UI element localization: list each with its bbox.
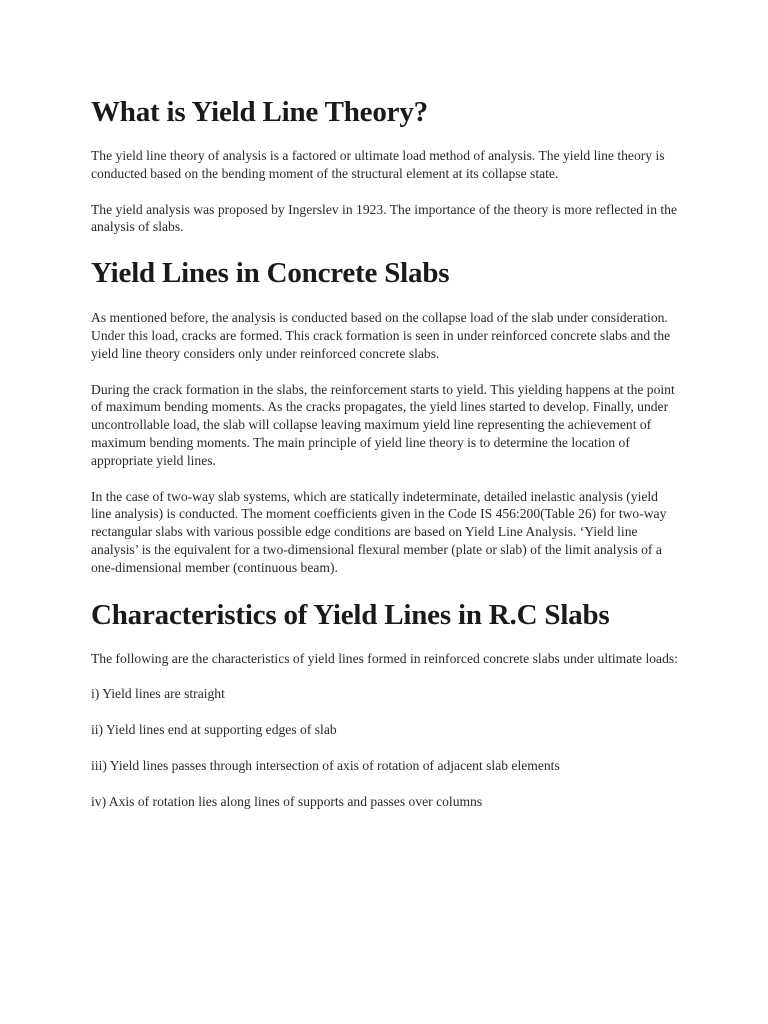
list-item: ii) Yield lines end at supporting edges of slab [91, 722, 337, 738]
list-item: i) Yield lines are straight [91, 686, 225, 702]
paragraph: As mentioned before, the analysis is conducted based on the collapse load of the slab under consideration. Under this load, cracks are formed. This crack formation is seen in under reinforced concrete slabs and the yield line theory considers only under reinforced concrete slabs. [91, 310, 671, 361]
paragraph: The yield line theory of analysis is a factored or ultimate load method of analysis. The yield line theory is conducted based on the bending moment of the structural element at its collapse state. [91, 148, 665, 181]
paragraph: The yield analysis was proposed by Ingerslev in 1923. The importance of the theory is more reflected in the analysis of slabs. [91, 201, 677, 235]
paragraph: During the crack formation in the slabs, the reinforcement starts to yield. This yielding happens at the point of maximum bending moments. As the cracks propagates, the yield lines started to develop. Finally, under uncontrollable load, the slab will collapse leaving maximum yield line representing the achievement of maximum bending moments. The main principle of yield line theory is to determine the location of appropriate yield lines. [91, 381, 675, 468]
section-heading-characteristics: Characteristics of Yield Lines in R.C Slabs [91, 598, 610, 631]
list-item: iv) Axis of rotation lies along lines of supports and passes over columns [91, 793, 483, 809]
paragraph: In the case of two-way slab systems, which are statically indeterminate, detailed inelastic analysis (yield line analysis) is conducted. The moment coefficients given in the Code IS 456:200(Table 26) for two-way rectangular slabs with various possible edge conditions are based on Yield Line Analysis. ‘Yield line analysis’ is the equivalent for a two-dimensional flexural member (plate or slab) of the limit analysis of a one-dimensional member (continuous beam). [91, 488, 667, 575]
list-item: iii) Yield lines passes through intersection of axis of rotation of adjacent slab elements [91, 757, 560, 773]
section-heading-yield-line-theory: What is Yield Line Theory? [91, 96, 428, 128]
paragraph: The following are the characteristics of yield lines formed in reinforced concrete slabs under ultimate loads: [91, 650, 678, 666]
section-heading-yield-lines-concrete-slabs: Yield Lines in Concrete Slabs [91, 257, 450, 290]
document-page [91, 94, 681, 811]
